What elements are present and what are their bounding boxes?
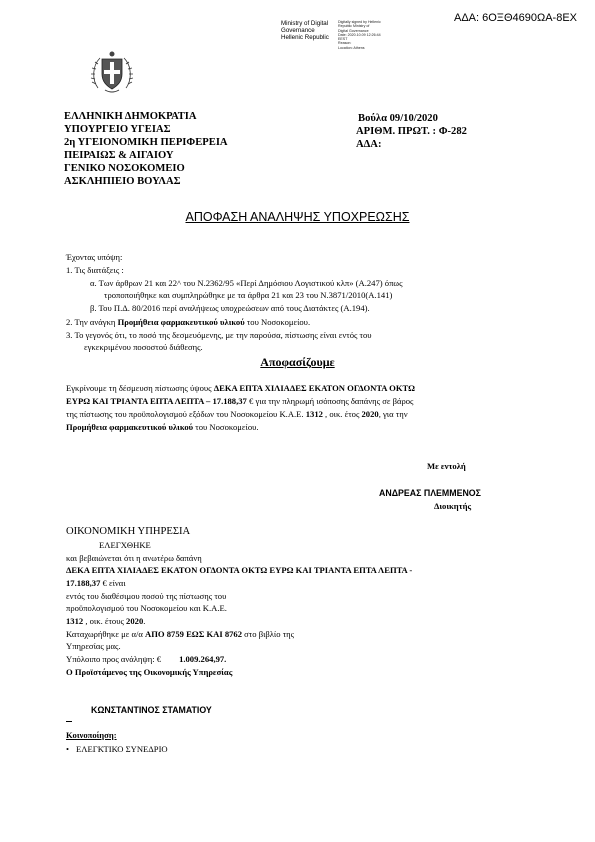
item-1a-line2: τροποποιήθηκε και συμπληρώθηκε με τα άρθρα 21 και 23 του Ν.3871/2010(Α.141): [104, 290, 393, 300]
approval-text: , για την: [378, 409, 408, 419]
signature-detail-line: Republic Ministry of: [338, 24, 370, 29]
document-title: ΑΠΟΦΑΣΗ ΑΝΑΛΗΨΗΣ ΥΠΟΧΡΕΩΣΗΣ: [185, 210, 410, 224]
cc-label: Κοινοποίηση:: [66, 730, 117, 740]
approval-text: , οικ. έτος: [322, 409, 362, 419]
finance-department: ΟΙΚΟΝΟΜΙΚΗ ΥΠΗΡΕΣΙΑ: [66, 526, 191, 537]
place-date: Βούλα 09/10/2020: [358, 113, 438, 124]
cc-list-item: [66, 744, 168, 755]
signature-detail-line: Digitally signed by Hellenic: [338, 20, 381, 24]
header-line: ΑΣΚΛΗΠΙΕΙΟ ΒΟΥΛΑΣ: [64, 176, 181, 187]
item-2-text-end: του Νοσοκομείου.: [244, 317, 311, 327]
finance-text: , οικ. έτους: [83, 616, 127, 626]
item-2-subject: Προμήθεια φαρμακευτικού υλικού: [117, 317, 245, 327]
issuer-header: [64, 110, 228, 188]
item-3-line1: 3. Το γεγονός ότι, το ποσό της δεσμευόμενης, με την παρούσα, πίστωσης είναι εντός του: [66, 330, 372, 340]
signature-detail-line: EEST: [338, 37, 348, 42]
finance-amount: [66, 578, 126, 589]
approval-text: του Νοσοκομείου.: [193, 422, 259, 432]
approval-amount: ΕΥΡΩ ΚΑΙ ΤΡΙΑΝΤΑ ΕΠΤΑ ΛΕΠΤΑ – 17.188,37: [66, 396, 247, 406]
considering-label: Έχοντας υπόψη:: [66, 252, 123, 262]
decision-heading: Αποφασίζουμε: [260, 355, 335, 369]
finance-text: Καταχωρήθηκε με α/α: [66, 629, 146, 639]
protocol-number: ΑΡΙΘΜ. ΠΡΩΤ. : Φ-282: [356, 126, 467, 137]
signature-detail-line: Reason:: [338, 41, 352, 46]
header-line: ΥΠΟΥΡΓΕΙΟ ΥΓΕΙΑΣ: [64, 124, 171, 135]
kae-code: 1312: [66, 616, 84, 626]
bullet-icon: •: [66, 744, 70, 754]
cc-recipient: ΕΛΕΓΚΤΙΚΟ ΣΥΝΕΔΡΙΟ: [76, 744, 168, 754]
item-1b: β. Του Π.Δ. 80/2016 περί αναλήψεως υποχρεώσεων από τους Διατάκτες (Α.194).: [90, 303, 370, 313]
finance-amount-number: 17.188,37: [66, 578, 101, 588]
signature-line: Hellenic Republic: [281, 34, 329, 42]
signature-detail-line: Digital Governance: [338, 28, 369, 33]
header-line: 2η ΥΓΕΙΟΝΟΜΙΚΗ ΠΕΡΙΦΕΡΕΙΑ: [64, 137, 228, 148]
balance-value: 1.009.264,97.: [179, 654, 227, 664]
finance-service: Υπηρεσίας μας.: [66, 641, 121, 651]
ada-label: ΑΔΑ:: [356, 139, 382, 150]
header-line: ΕΛΛΗΝΙΚΗ ΔΗΜΟΚΡΑΤΙΑ: [64, 111, 197, 122]
approval-text: € για την πληρωμή ισόποσης δαπάνης σε βάρος: [246, 396, 414, 406]
signer-name: ΑΝΔΡΕΑΣ ΠΛΕΜΜΕΝΟΣ: [379, 488, 481, 498]
finance-text: € είναι: [100, 578, 126, 588]
finance-head: Ο Προϊστάμενος της Οικονομικής Υπηρεσίας: [66, 667, 233, 677]
finance-certify: και βεβαιώνεται ότι η ανωτέρω δαπάνη: [66, 553, 202, 563]
finance-within-2: προϋπολογισμού του Νοσοκομείου και Κ.Α.Ε.: [66, 603, 227, 613]
ada-code: ΑΔΑ: 6ΟΞΘ4690ΩΑ-8ΕΧ: [454, 12, 577, 24]
finance-kae-year: [66, 616, 145, 627]
digital-signature-details: [338, 20, 381, 50]
approval-line-1: [66, 383, 415, 394]
item-1a-line1: α. Των άρθρων 21 και 22^ του Ν.2362/95 «Περί Δημόσιου Λογιστικού κλπ» (Α.247) όπως: [90, 278, 403, 288]
approval-text: Εγκρίνουμε τη δέσμευση πίστωσης ύψους: [66, 383, 214, 393]
approval-text: της πίστωσης του προϋπολογισμού εξόδων του Νοσοκομείου Κ.Α.Ε.: [66, 409, 306, 419]
signature-line: Ministry of Digital: [281, 20, 329, 27]
document-reference: [356, 112, 467, 151]
approval-amount-words: ΔΕΚΑ ΕΠΤΑ ΧΙΛΙΑΔΕΣ ΕΚΑΤΟΝ ΟΓΔΟΝΤΑ ΟΚΤΩ: [213, 383, 415, 393]
signature-detail-line: Location: Athens: [338, 45, 365, 50]
finance-amount-words: ΔΕΚΑ ΕΠΤΑ ΧΙΛΙΑΔΕΣ ΕΚΑΤΟΝ ΟΓΔΟΝΤΑ ΟΚΤΩ ΕΥΡΩ ΚΑΙ ΤΡΙΑΝΤΑ ΕΠΤΑ ΛΕΠΤΑ -: [66, 565, 413, 575]
finance-checked: ΕΛΕΓΧΘΗΚΕ: [99, 540, 151, 550]
finance-balance: [66, 654, 226, 665]
digital-signature-issuer: [281, 20, 329, 42]
divider: [66, 721, 72, 722]
header-line: ΓΕΝΙΚΟ ΝΟΣΟΚΟΜΕΙΟ: [64, 163, 185, 174]
finance-signer-name: ΚΩΝΣΤΑΝΤΙΝΟΣ ΣΤΑΜΑΤΙΟΥ: [91, 705, 212, 715]
item-3-line2: εγκεκριμένου ποσοστού διάθεσης.: [84, 342, 203, 352]
coat-of-arms-icon: [88, 48, 136, 96]
finance-recorded: [66, 629, 294, 640]
approval-line-3: [66, 409, 408, 420]
item-2: [66, 317, 310, 328]
finance-text: στο βιβλίο της: [242, 629, 295, 639]
item-2-text: 2. Την ανάγκη: [66, 317, 118, 327]
record-range: ΑΠΟ 8759 ΕΩΣ ΚΑΙ 8762: [145, 629, 243, 639]
header-line: ΠΕΙΡΑΙΩΣ & ΑΙΓΑΙΟΥ: [64, 150, 174, 161]
kae-code: 1312: [305, 409, 323, 419]
approval-line-2: [66, 396, 413, 407]
signer-role: Διοικητής: [434, 501, 472, 511]
balance-label: Υπόλοιπο προς ανάληψη: €: [66, 654, 162, 664]
signature-line: Governance: [281, 27, 315, 35]
approval-subject: Προμήθεια φαρμακευτικού υλικού: [66, 422, 194, 432]
approval-line-4: [66, 422, 259, 433]
fiscal-year: 2020: [361, 409, 379, 419]
signature-detail-line: Date: 2020.10.09 12:26:44: [338, 32, 381, 37]
item-1: 1. Τις διατάξεις :: [66, 265, 124, 275]
fiscal-year: 2020: [126, 616, 144, 626]
finance-text: .: [143, 616, 146, 626]
finance-within-1: εντός του διαθέσιμου ποσού της πίστωσης του: [66, 591, 227, 601]
by-order: Με εντολή: [427, 461, 466, 471]
